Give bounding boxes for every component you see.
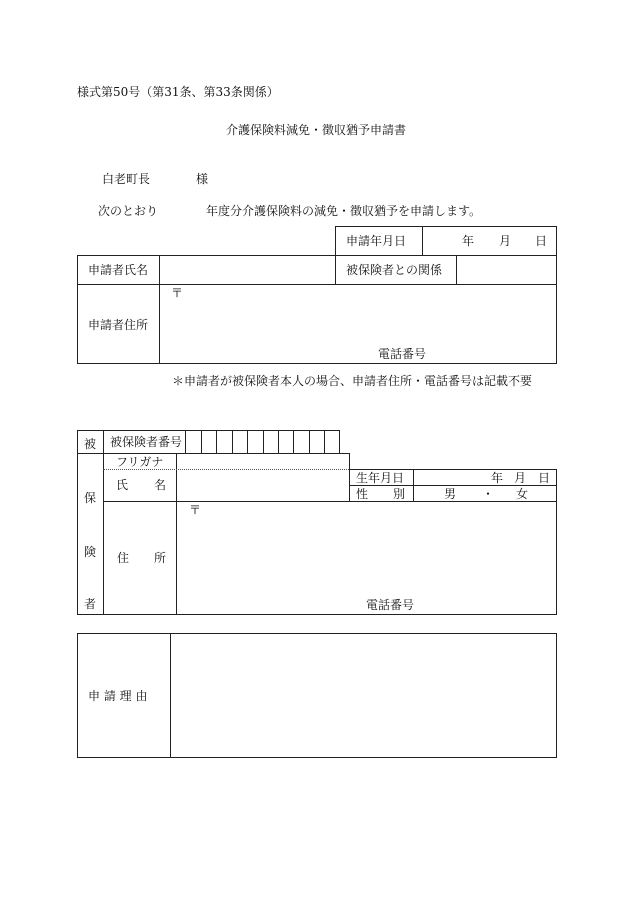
birth-month-unit: 月: [514, 471, 527, 485]
sex-female: 女: [516, 487, 529, 501]
sex-male: 男: [444, 487, 457, 501]
insured-phone-label: 電話番号: [366, 598, 415, 612]
application-day-unit: 日: [535, 234, 548, 248]
furigana-label: フリガナ: [116, 455, 164, 469]
insured-number-label: 被保険者番号: [110, 435, 183, 449]
insured-name-label-2: 名: [154, 478, 167, 492]
applicant-postal-mark: 〒: [171, 286, 184, 300]
honorific: 様: [196, 172, 209, 186]
insured-postal-mark: 〒: [189, 503, 202, 517]
insured-address-label-2: 所: [154, 551, 167, 565]
reason-label: 申 請 理 由: [88, 689, 148, 703]
side-char-2: 保: [84, 491, 97, 505]
applicant-block: [77, 255, 557, 364]
birth-day-unit: 日: [538, 471, 551, 485]
sex-label-1: 性: [356, 487, 369, 501]
relation-label: 被保険者との関係: [346, 263, 443, 277]
form-title: 介護保険料減免・徴収猶予申請書: [226, 123, 407, 137]
applicant-name-label: 申請者氏名: [88, 263, 149, 277]
side-char-3: 険: [84, 545, 97, 559]
sex-separator: ・: [482, 487, 495, 501]
application-month-unit: 月: [499, 234, 512, 248]
birth-year-unit: 年: [491, 471, 504, 485]
birth-date-label: 生年月日: [356, 471, 405, 485]
application-year-unit: 年: [462, 234, 475, 248]
side-char-4: 者: [84, 597, 97, 611]
side-char-1: 被: [84, 437, 97, 451]
intro-suffix: 年度分介護保険料の減免・徴収猶予を申請します。: [206, 204, 482, 218]
insured-address-label-1: 住: [117, 551, 130, 565]
reason-table: [77, 633, 557, 758]
sex-label-2: 別: [393, 487, 406, 501]
form-number: 様式第50号（第31条、第33条関係）: [77, 85, 279, 99]
addressee: 白老町長: [102, 172, 151, 186]
application-date-label: 申請年月日: [346, 234, 407, 248]
note: ＊申請者が被保険者本人の場合、申請者住所・電話番号は記載不要: [172, 374, 533, 388]
applicant-address-label: 申請者住所: [88, 318, 149, 332]
insured-name-label-1: 氏: [116, 478, 129, 492]
intro-prefix: 次のとおり: [98, 204, 159, 218]
applicant-phone-label: 電話番号: [378, 347, 427, 361]
